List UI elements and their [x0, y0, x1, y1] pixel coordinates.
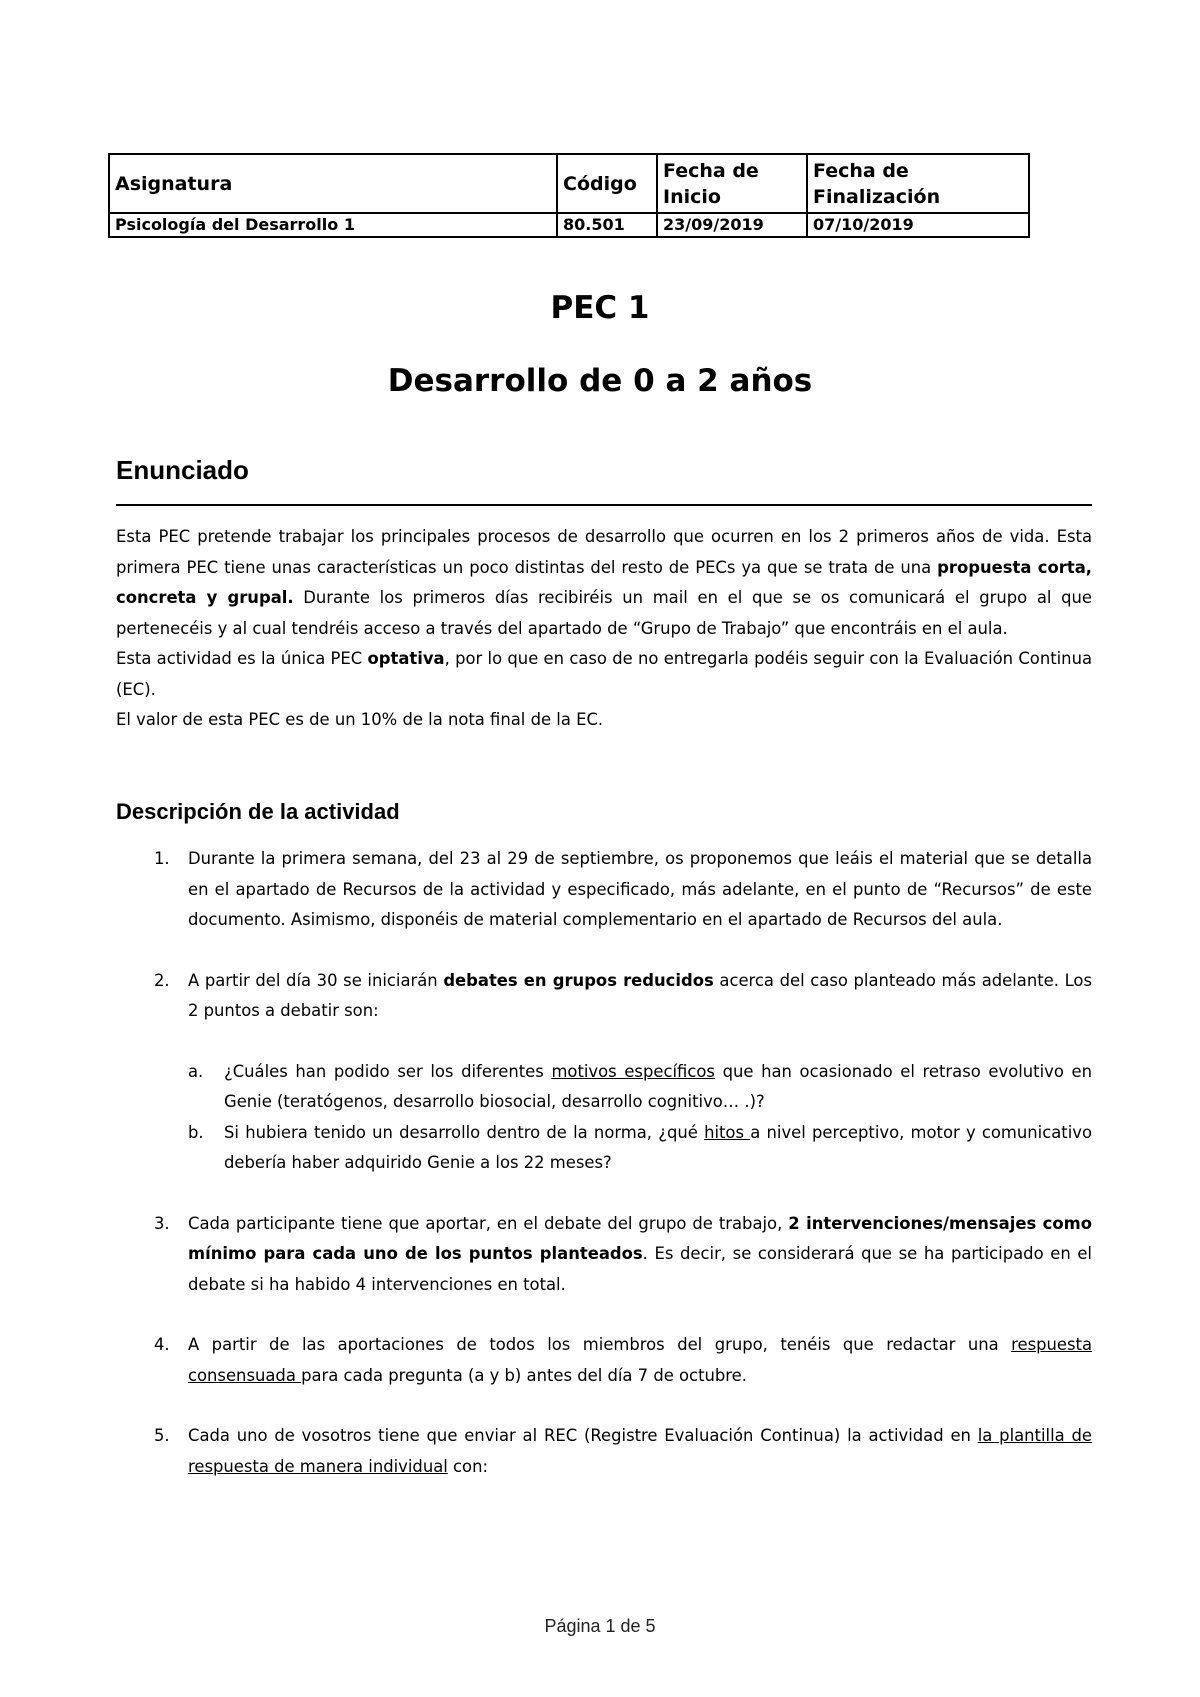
cell-asignatura: Psicología del Desarrollo 1 — [109, 213, 557, 237]
header-asignatura: Asignatura — [109, 154, 557, 213]
spacer — [188, 1027, 1092, 1057]
text-span: acerca del caso planteado más adelante. Los 2 puntos a debatir son: — [188, 970, 1092, 1020]
document-subtitle: Desarrollo de 0 a 2 años — [387, 363, 813, 399]
table-row — [109, 213, 1029, 237]
enunciado-text — [116, 522, 1092, 736]
document-title: PEC 1 — [550, 290, 650, 326]
step-number: 1. — [154, 849, 170, 868]
text-span: . Es decir, se considerará que se ha participado en el debate si ha habido 4 intervenciones en total. — [188, 1244, 1092, 1294]
text-span: Esta PEC pretende trabajar los principales procesos de desarrollo que ocurren en los 2 primeros años de vida. Esta primera PEC tiene unas características un poco distintas del resto de PECs ya que se trata de una — [116, 527, 1092, 577]
spacer — [116, 1179, 1092, 1209]
underlined-text: motivos específicos — [551, 1061, 715, 1081]
course-info-table — [108, 153, 1030, 238]
cell-codigo: 80.501 — [557, 213, 657, 237]
spacer — [116, 1391, 1092, 1421]
step-number: 5. — [154, 1426, 170, 1445]
text-span: A partir de las aportaciones de todos los miembros del grupo, tenéis que redactar una — [188, 1335, 1012, 1354]
enunciado-paragraph-1 — [116, 522, 1092, 644]
debate-points-list — [188, 1057, 1092, 1179]
header-fecha-finalizacion: Fecha de Finalización — [807, 154, 1029, 213]
list-item — [116, 966, 1092, 1179]
text-span: Cada uno de vosotros tiene que enviar al REC (Registre Evaluación Continua) la actividad en — [188, 1426, 978, 1445]
header-fecha-inicio: Fecha de Inicio — [657, 154, 807, 213]
underlined-text: respuesta consensuada — [188, 1335, 1092, 1385]
header-codigo: Código — [557, 154, 657, 213]
underlined-text: la plantilla de respuesta de manera individual — [188, 1426, 1092, 1476]
step-number: 4. — [154, 1335, 170, 1354]
section-divider — [116, 504, 1092, 506]
heading-enunciado: Enunciado — [116, 455, 249, 485]
list-item — [116, 844, 1092, 936]
bold-text: optativa — [367, 649, 445, 668]
text-span: Esta actividad es la única PEC — [116, 649, 368, 668]
list-item — [188, 1118, 1092, 1179]
list-item — [116, 1209, 1092, 1301]
bold-text: propuesta corta, concreta y grupal. — [116, 557, 1092, 607]
step-number: 2. — [154, 970, 170, 990]
step-number: 3. — [154, 1213, 170, 1233]
page-footer: Página 1 de 5 — [544, 1616, 656, 1636]
step-text: Durante la primera semana, del 23 al 29 de septiembre, os proponemos que leáis el material que se detalla en el apartado de Recursos de la actividad y especificado, más adelante, en el punto de “Recursos” de este documento. Asimismo, disponéis de material complementario en el apartado de Recursos del aula. — [188, 849, 1092, 929]
text-span: Si hubiera tenido un desarrollo dentro de la norma, ¿qué — [224, 1122, 705, 1142]
underlined-text: hitos — [704, 1122, 751, 1142]
cell-fecha-inicio: 23/09/2019 — [657, 213, 807, 237]
spacer — [116, 1300, 1092, 1330]
text-span: a nivel perceptivo, motor y comunicativo debería haber adquirido Genie a los 22 meses? — [224, 1122, 1092, 1172]
text-span: que han ocasionado el retraso evolutivo en Genie (teratógenos, desarrollo biosocial, desarrollo cognitivo… .)? — [224, 1061, 1092, 1111]
text-span: ¿Cuáles han podido ser los diferentes — [224, 1061, 552, 1081]
spacer — [116, 936, 1092, 966]
heading-descripcion: Descripción de la actividad — [116, 799, 400, 824]
point-letter: b. — [188, 1122, 204, 1142]
text-span: , por lo que en caso de no entregarla podéis seguir con la Evaluación Continua (EC). — [116, 649, 1093, 699]
table-header-row — [109, 154, 1029, 213]
enunciado-paragraph-2 — [116, 644, 1092, 705]
enunciado-paragraph-3: El valor de esta PEC es de un 10% de la nota final de la EC. — [116, 710, 604, 729]
activity-steps-list — [116, 844, 1092, 1482]
text-span: Cada participante tiene que aportar, en el debate del grupo de trabajo, — [188, 1213, 789, 1233]
text-span: con: — [447, 1456, 488, 1476]
text-span: A partir del día 30 se iniciarán — [188, 970, 444, 990]
text-span: Durante los primeros días recibiréis un mail en el que se os comunicará el grupo al que pertenecéis y al cual tendréis acceso a través del apartado de “Grupo de Trabajo” que encontráis en el aula. — [116, 588, 1092, 638]
list-item — [116, 1421, 1092, 1482]
bold-text: debates en grupos reducidos — [443, 970, 714, 990]
list-item — [188, 1057, 1092, 1118]
cell-fecha-finalizacion: 07/10/2019 — [807, 213, 1029, 237]
list-item — [116, 1330, 1092, 1391]
bold-text: 2 intervenciones/mensajes como mínimo para cada uno de los puntos planteados — [188, 1213, 1092, 1263]
point-letter: a. — [188, 1061, 204, 1081]
text-span: para cada pregunta (a y b) antes del día 7 de octubre. — [301, 1365, 747, 1385]
